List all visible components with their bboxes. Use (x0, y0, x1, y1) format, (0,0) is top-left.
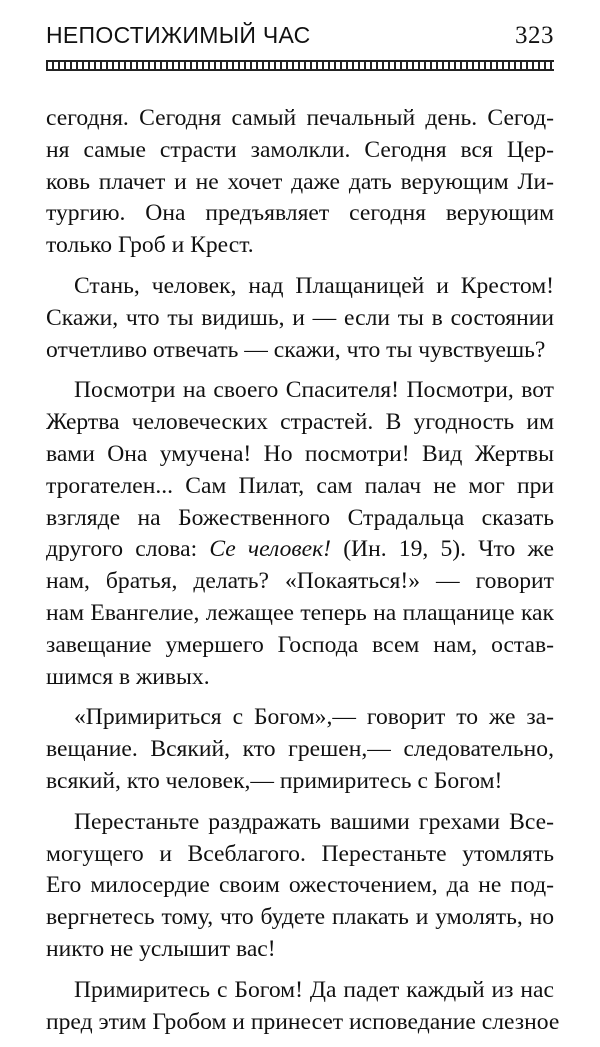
body-text (46, 103, 560, 1038)
text-line: ковь плачет и не хочет даже дать верующим Ли- (46, 168, 554, 195)
running-header (46, 22, 554, 58)
text-line: вещание. Всякий, кто грешен,— следовательно, (46, 736, 554, 763)
text-line: пред этим Гробом и принесет исповедание слезное (46, 1008, 560, 1035)
text-line: отчетливо отвечать — скажи, что ты чувствуешь? (46, 336, 546, 363)
text-line: Жертва человеческих страстей. В угодность им (46, 409, 554, 436)
scripture-quote: Се человек! (209, 536, 332, 563)
text-line: завещание умершего Господа всем нам, остав- (46, 631, 554, 658)
text-line: вергнетесь тому, что будете плакать и умолять, но (46, 904, 554, 931)
text-line: тургию. Она предъявляет сегодня верующим (46, 200, 554, 227)
text-line: «Примириться с Богом»,— говорит то же за- (74, 704, 554, 731)
paragraph-3 (46, 375, 554, 693)
text-line: нам, братья, делать? «Покаяться!» — говорит (46, 568, 554, 595)
paragraph-4 (46, 702, 554, 797)
text-line: трогателен... Сам Пилат, сам палач не мог при (46, 472, 554, 499)
book-page (46, 22, 560, 1047)
text-line: нам Евангелие, лежащее теперь на плащанице как (46, 599, 554, 626)
text-line: Примиритесь с Богом! Да падет каждый из нас (74, 976, 554, 1003)
text-line: вами Она умучена! Но посмотри! Вид Жертвы (46, 440, 554, 467)
text-line: Скажи, что ты видишь, и — если ты в состоянии (46, 304, 554, 331)
text-line: никто не услышит вас! (46, 935, 276, 962)
text-line: шимся в живых. (46, 663, 210, 690)
header-ornamental-rule (46, 60, 554, 71)
text-line: Перестаньте раздражать вашими грехами Все- (74, 808, 554, 835)
text-line: только Гроб и Крест. (46, 232, 254, 259)
text-segment: (Ин. 19, 5). Что же (331, 536, 554, 563)
paragraph-2 (46, 271, 554, 366)
paragraph-6 (46, 975, 560, 1039)
text-segment: другого слова: (46, 536, 210, 563)
paragraph-1 (46, 103, 554, 262)
running-title: НЕПОСТИЖИМЫЙ ЧАС (46, 22, 311, 48)
page-number: 323 (515, 22, 554, 49)
text-line: ня самые страсти замолкли. Сегодня вся Цер- (46, 136, 554, 163)
text-line: взгляде на Божественного Страдальца сказать (46, 504, 554, 531)
paragraph-5 (46, 807, 554, 966)
text-line: Стань, человек, над Плащаницей и Крестом! (74, 272, 554, 299)
text-line: сегодня. Сегодня самый печальный день. Сегод- (46, 105, 554, 131)
text-line: Посмотри на своего Спасителя! Посмотри, вот (74, 377, 554, 404)
text-line: всякий, кто человек,— примиритесь с Богом! (46, 767, 503, 794)
text-line-with-quote (46, 534, 554, 566)
text-line: Его милосердие своим ожесточением, да не под- (46, 872, 554, 899)
text-line: могущего и Всеблагого. Перестаньте утомлять (46, 840, 554, 867)
